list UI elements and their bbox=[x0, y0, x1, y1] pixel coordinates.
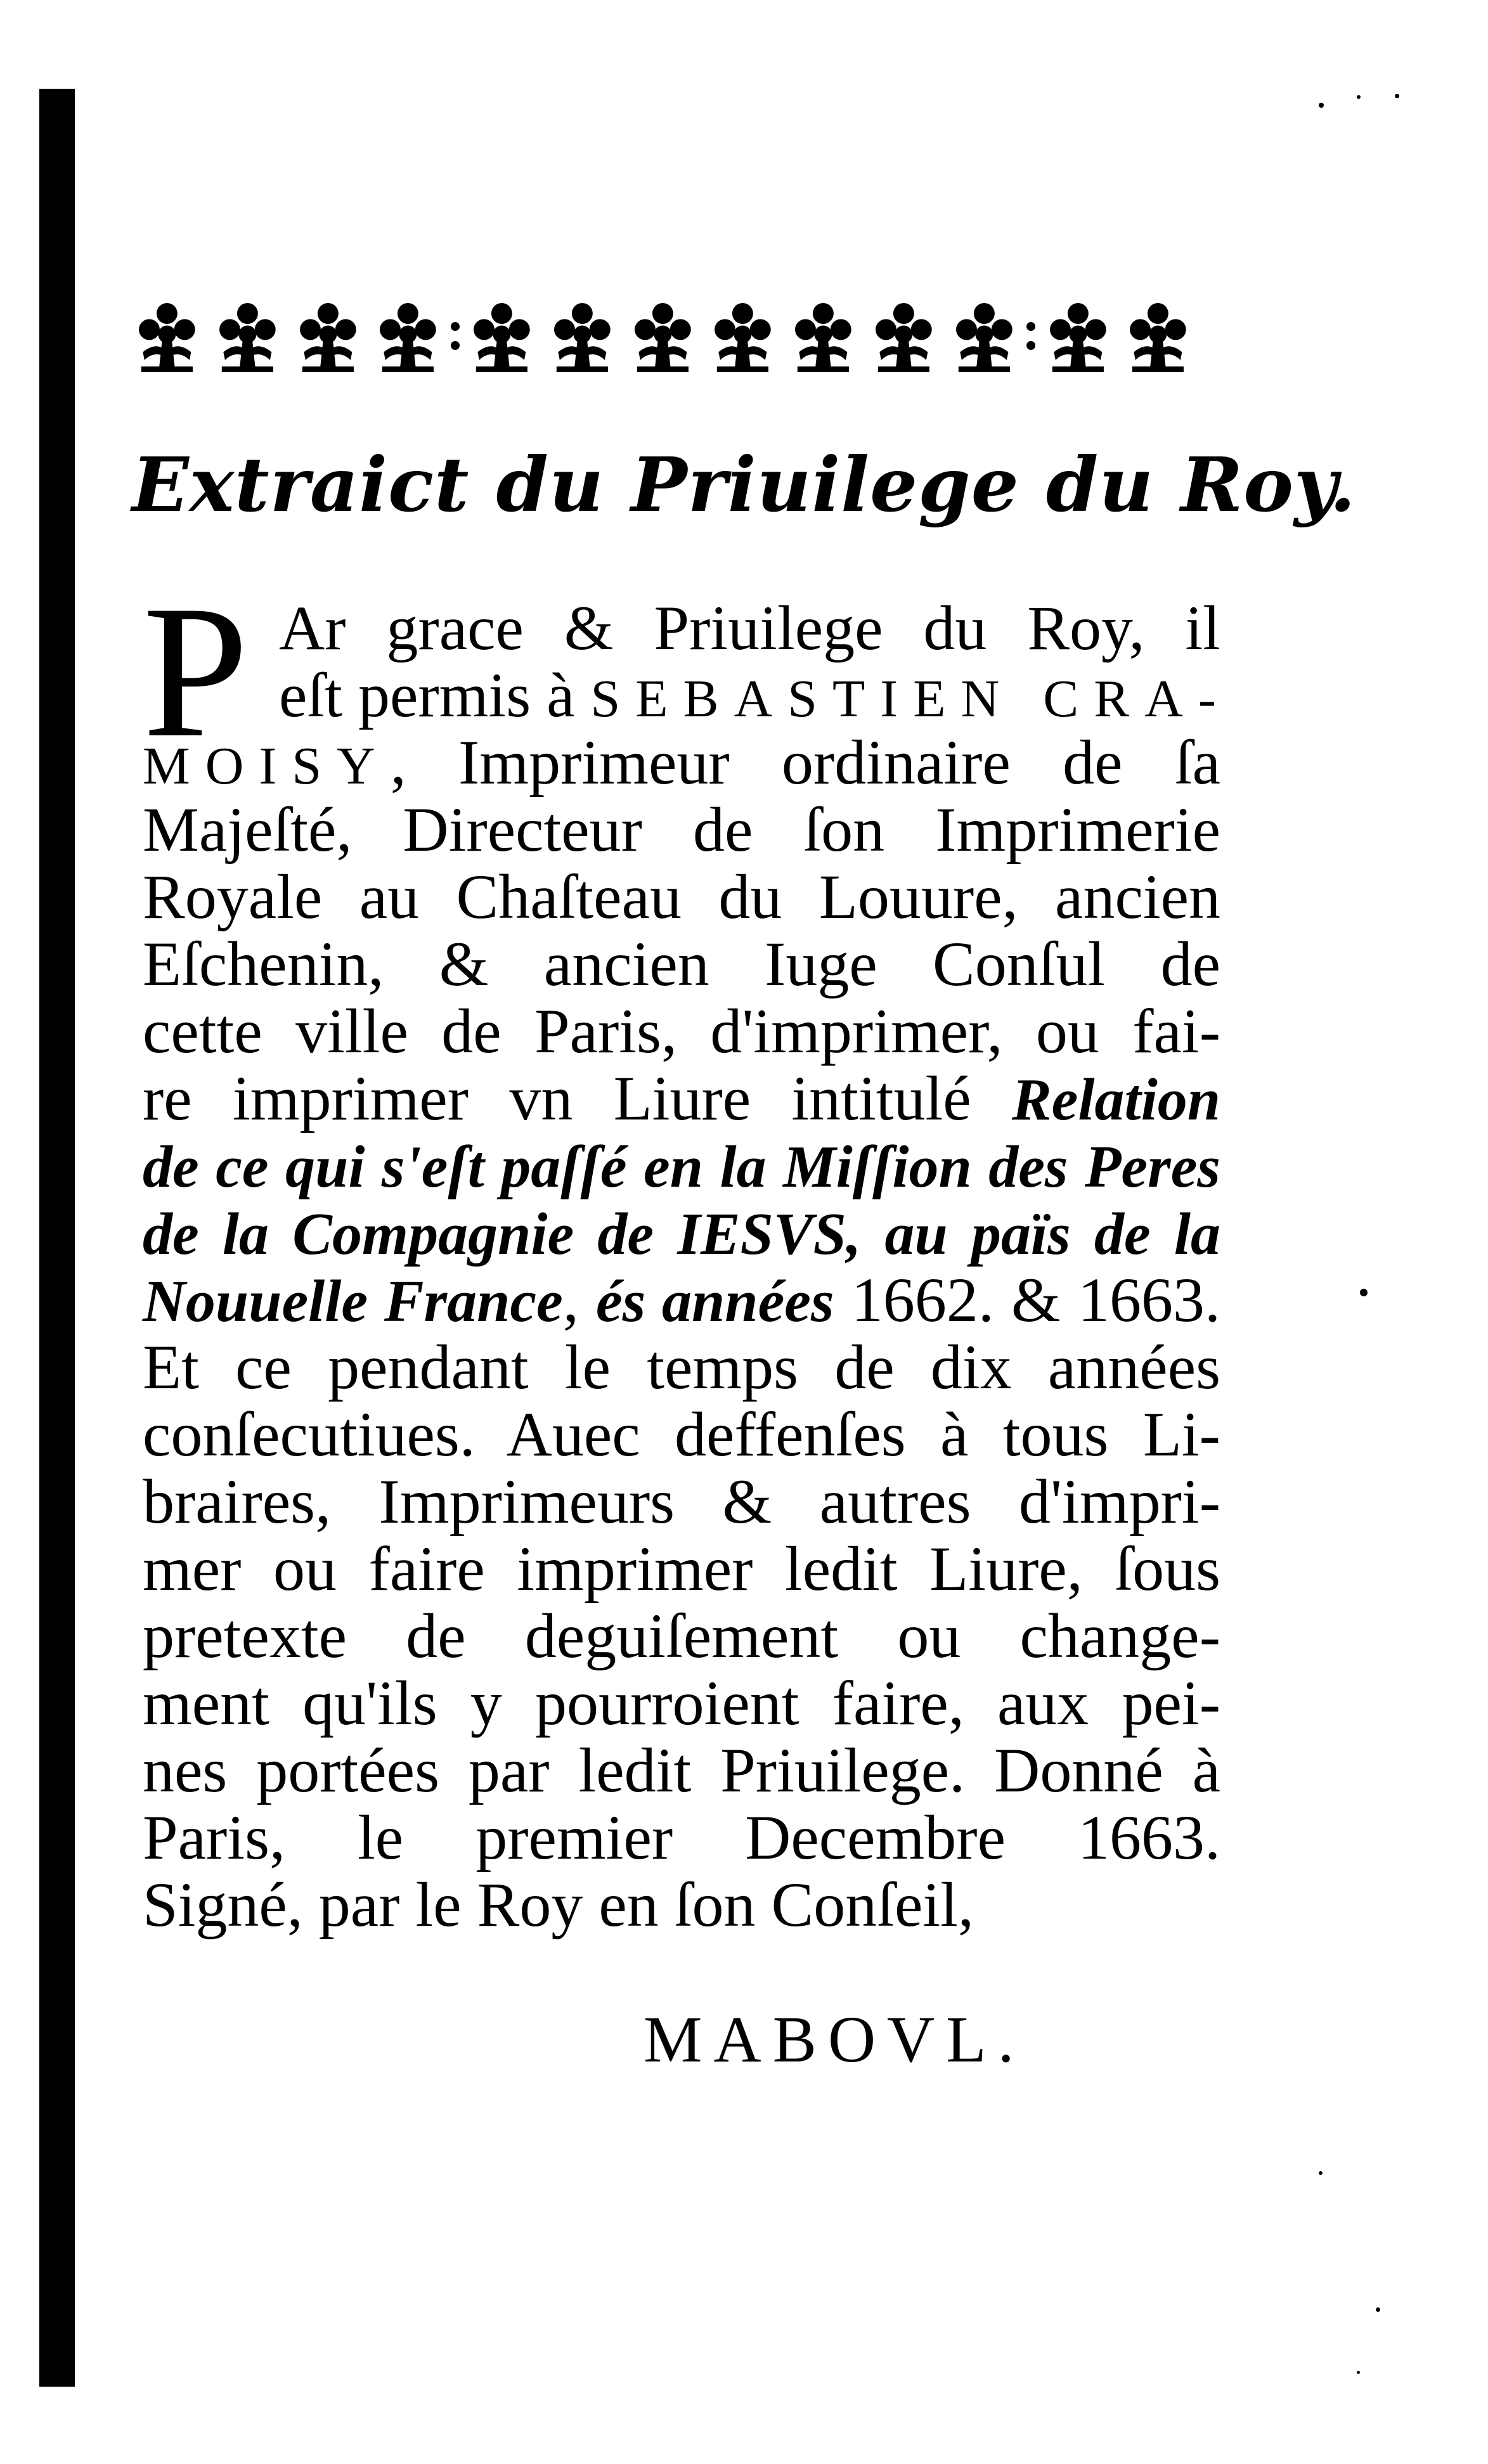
text-line bbox=[143, 931, 1220, 998]
text-run: Signé, par le Roy en ſon Conſeil, bbox=[143, 1869, 974, 1940]
text-run: conſecutiues. Auec deffenſes à tous Li- bbox=[143, 1399, 1220, 1469]
text-run: Ar grace & Priuilege du Roy, il bbox=[279, 593, 1220, 663]
scan-speck bbox=[1395, 94, 1399, 98]
text-run: és années bbox=[596, 1268, 834, 1334]
text-run: ment qu'ils y pourroient faire, aux pei- bbox=[143, 1668, 1220, 1738]
text-line bbox=[143, 1065, 1220, 1132]
text-line bbox=[143, 1737, 1220, 1804]
text-run: eſt permis à bbox=[279, 660, 591, 730]
fleuron-icon bbox=[127, 294, 207, 378]
text-run: Nouuelle France bbox=[143, 1268, 563, 1334]
scan-speck bbox=[1357, 95, 1361, 99]
text-run: , Imprimeur ordinaire de ſa bbox=[390, 727, 1220, 797]
text-line bbox=[143, 660, 1231, 730]
text-run: Eſchenin, & ancien Iuge Conſul de bbox=[143, 929, 1220, 999]
text-line bbox=[143, 1334, 1220, 1401]
scan-speck bbox=[1376, 2307, 1380, 2312]
text-run: Majeſté, Directeur de ſon Imprimerie bbox=[143, 794, 1220, 865]
fleuron-icon bbox=[1118, 294, 1198, 378]
page-title: Extraict du Priuilege du Roy. bbox=[131, 441, 1357, 529]
fleuron-icon bbox=[1038, 294, 1118, 378]
fleuron-icon bbox=[288, 294, 368, 378]
ornament-separator bbox=[1024, 301, 1037, 371]
ornament-band bbox=[127, 288, 1198, 384]
text-run: MOISY bbox=[143, 737, 391, 796]
text-line bbox=[143, 729, 1220, 796]
fleuron-icon bbox=[207, 294, 288, 378]
text-line bbox=[143, 1468, 1220, 1535]
text-line bbox=[143, 1132, 1220, 1199]
text-run: , bbox=[562, 1265, 597, 1335]
text-run: 1662. & 1663. bbox=[834, 1265, 1221, 1335]
ornament-separator bbox=[448, 301, 462, 371]
text-run: de ce qui s'eſt paſſé en la Miſſion des Peres bbox=[143, 1134, 1220, 1200]
fleuron-icon bbox=[462, 294, 542, 378]
text-line bbox=[143, 595, 1220, 662]
text-run: mer ou faire imprimer ledit Liure, ſous bbox=[143, 1533, 1220, 1604]
text-line bbox=[143, 1535, 1220, 1603]
text-line bbox=[143, 796, 1220, 863]
text-run: nes portées par ledit Priuilege. Donné à bbox=[143, 1735, 1220, 1805]
text-run: braires, Imprimeurs & autres d'impri- bbox=[143, 1466, 1220, 1537]
scan-speck bbox=[1319, 2171, 1323, 2175]
fleuron-icon bbox=[864, 294, 944, 378]
text-lines bbox=[143, 566, 1231, 1940]
fleuron-icon bbox=[944, 294, 1025, 378]
text-line bbox=[143, 1199, 1220, 1267]
text-run: Et ce pendant le temps de dix années bbox=[143, 1332, 1220, 1402]
privilege-text bbox=[143, 566, 1231, 1940]
text-run: de la Compagnie de IESVS, au païs de la bbox=[143, 1201, 1220, 1267]
text-line bbox=[143, 998, 1220, 1065]
text-line bbox=[143, 1871, 1220, 1938]
fleuron-icon bbox=[623, 294, 703, 378]
text-line bbox=[143, 1670, 1220, 1737]
scan-edge-bar bbox=[39, 89, 75, 2387]
text-line bbox=[143, 1401, 1220, 1468]
text-run: Paris, le premier Decembre 1663. bbox=[143, 1802, 1220, 1873]
scan-speck bbox=[1360, 1289, 1368, 1296]
text-line bbox=[143, 1603, 1220, 1670]
fleuron-icon bbox=[368, 294, 448, 378]
signature: MABOVL. bbox=[644, 2003, 1026, 2076]
text-line bbox=[143, 1804, 1220, 1871]
fleuron-icon bbox=[542, 294, 623, 378]
text-run: cette ville de Paris, d'imprimer, ou fai- bbox=[143, 996, 1220, 1066]
text-run: SEBASTIEN CRA- bbox=[590, 669, 1231, 728]
text-run: pretexte de deguiſement ou change- bbox=[143, 1601, 1220, 1671]
text-line bbox=[143, 1267, 1220, 1334]
fleuron-icon bbox=[783, 294, 864, 378]
scan-speck bbox=[1357, 2371, 1360, 2374]
fleuron-icon bbox=[702, 294, 783, 378]
scan-speck bbox=[1319, 103, 1324, 108]
text-run: Royale au Chaſteau du Louure, ancien bbox=[143, 861, 1220, 932]
text-run: re imprimer vn Liure intitulé bbox=[143, 1063, 1012, 1133]
text-line bbox=[143, 863, 1220, 931]
text-run: Relation bbox=[1011, 1067, 1220, 1133]
drop-cap: P bbox=[143, 566, 249, 777]
